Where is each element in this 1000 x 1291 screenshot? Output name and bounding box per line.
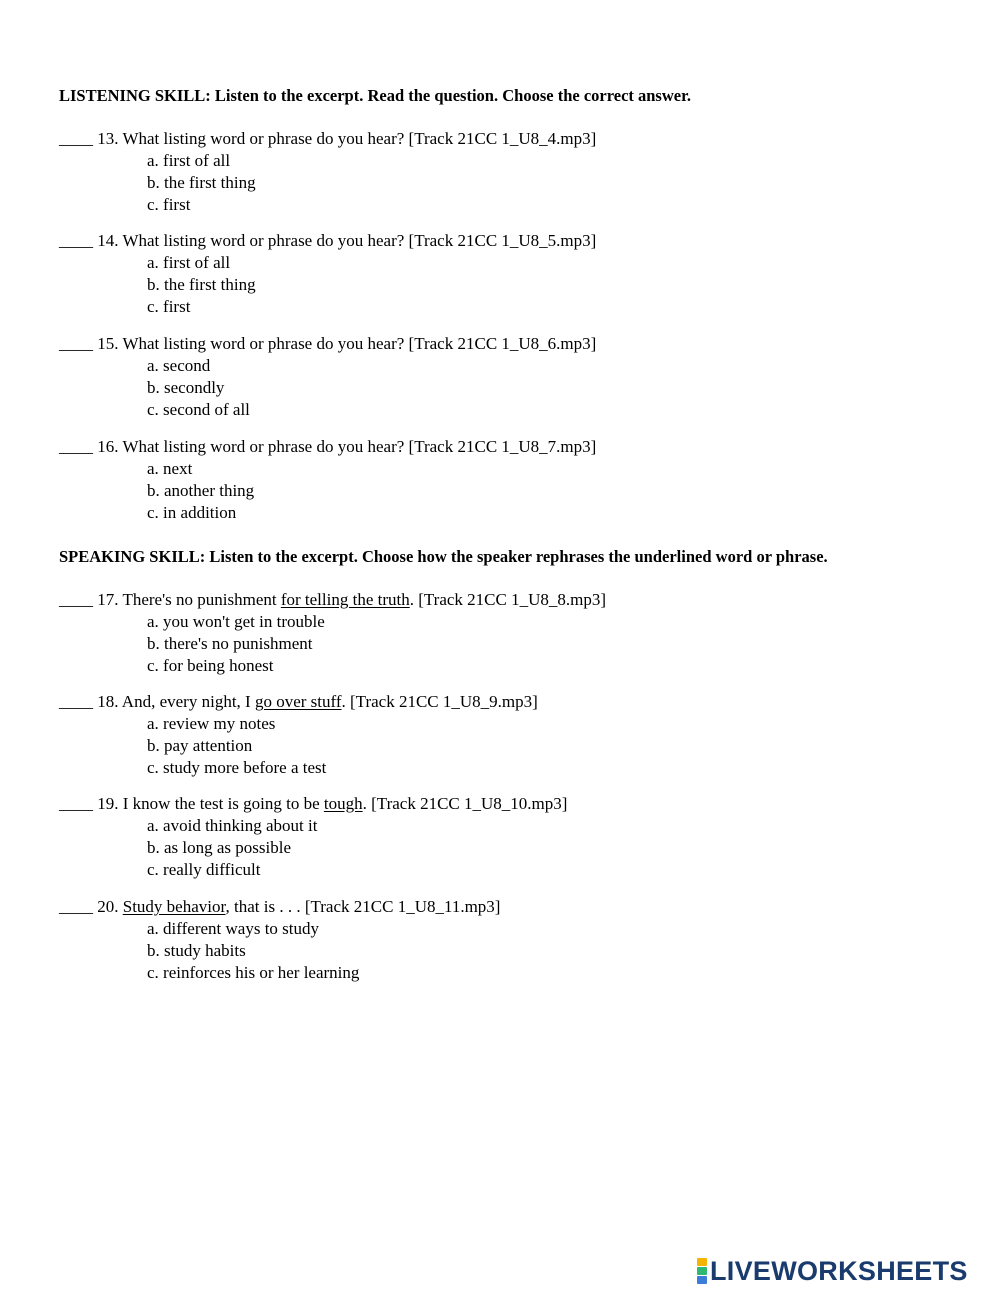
underlined-phrase: tough	[323, 794, 363, 813]
option-c[interactable]	[59, 962, 959, 984]
option-label[interactable]: b. as long as possible	[147, 838, 292, 857]
logo-blocks-icon	[697, 1258, 707, 1284]
option-c[interactable]	[59, 757, 959, 779]
logo-block	[697, 1258, 707, 1266]
option-a[interactable]	[59, 458, 959, 480]
logo-text: LIVEWORKSHEETS	[710, 1255, 968, 1286]
question-19	[59, 793, 959, 881]
answer-blank[interactable]: ____	[59, 334, 93, 353]
option-a[interactable]	[59, 252, 959, 274]
stem-text: 15. What listing word or phrase do you hear? [Track 21CC 1_U8_6.mp3]	[93, 334, 597, 353]
option-label[interactable]: c. reinforces his or her learning	[147, 963, 360, 982]
logo-block	[697, 1267, 707, 1275]
option-label[interactable]: c. first	[147, 195, 191, 214]
stem-text: 19. I know the test is going to be	[93, 794, 324, 813]
option-a[interactable]	[59, 815, 959, 837]
question-18	[59, 691, 959, 779]
option-label[interactable]: c. first	[147, 297, 191, 316]
question-stem	[59, 230, 959, 252]
option-label[interactable]: a. first of all	[147, 151, 231, 170]
stem-text-end: . [Track 21CC 1_U8_10.mp3]	[362, 794, 568, 813]
option-a[interactable]	[59, 713, 959, 735]
option-label[interactable]: b. secondly	[147, 378, 225, 397]
question-15	[59, 333, 959, 421]
option-label[interactable]: a. avoid thinking about it	[147, 816, 318, 835]
stem-text: 14. What listing word or phrase do you hear? [Track 21CC 1_U8_5.mp3]	[93, 231, 597, 250]
option-label[interactable]: b. there's no punishment	[147, 634, 313, 653]
option-a[interactable]	[59, 150, 959, 172]
answer-blank[interactable]: ____	[59, 897, 93, 916]
option-a[interactable]	[59, 355, 959, 377]
answer-blank[interactable]: ____	[59, 129, 93, 148]
logo-block	[697, 1276, 707, 1284]
question-14	[59, 230, 959, 318]
option-c[interactable]	[59, 859, 959, 881]
answer-blank[interactable]: ____	[59, 692, 93, 711]
option-c[interactable]	[59, 194, 959, 216]
option-label[interactable]: a. first of all	[147, 253, 231, 272]
option-label[interactable]: b. another thing	[147, 481, 255, 500]
question-stem	[59, 333, 959, 355]
option-label[interactable]: c. in addition	[147, 503, 237, 522]
question-16	[59, 436, 959, 524]
option-label[interactable]: c. second of all	[147, 400, 250, 419]
listening-heading: LISTENING SKILL: Listen to the excerpt. Read the question. Choose the correct answer.	[59, 86, 692, 105]
option-label[interactable]: a. you won't get in trouble	[147, 612, 325, 631]
option-b[interactable]	[59, 274, 959, 296]
option-label[interactable]: b. the first thing	[147, 173, 256, 192]
option-a[interactable]	[59, 611, 959, 633]
stem-text-end: . [Track 21CC 1_U8_9.mp3]	[341, 692, 538, 711]
answer-blank[interactable]: ____	[59, 590, 93, 609]
question-stem	[59, 691, 959, 713]
option-b[interactable]	[59, 377, 959, 399]
question-stem	[59, 793, 959, 815]
option-label[interactable]: a. second	[147, 356, 211, 375]
option-c[interactable]	[59, 655, 959, 677]
underlined-phrase: for telling the truth	[280, 590, 410, 609]
option-label[interactable]: a. review my notes	[147, 714, 276, 733]
question-20	[59, 896, 959, 984]
question-13	[59, 128, 959, 216]
option-a[interactable]	[59, 918, 959, 940]
option-c[interactable]	[59, 502, 959, 524]
question-stem	[59, 128, 959, 150]
liveworksheets-logo	[697, 1256, 968, 1286]
question-17	[59, 589, 959, 677]
answer-blank[interactable]: ____	[59, 794, 93, 813]
option-label[interactable]: c. for being honest	[147, 656, 274, 675]
option-b[interactable]	[59, 480, 959, 502]
stem-text: 17. There's no punishment	[93, 590, 281, 609]
underlined-phrase: Study behavior	[122, 897, 226, 916]
option-label[interactable]: c. study more before a test	[147, 758, 327, 777]
underlined-phrase: go over stuff	[254, 692, 342, 711]
option-b[interactable]	[59, 940, 959, 962]
stem-text-end: . [Track 21CC 1_U8_8.mp3]	[409, 590, 607, 609]
option-b[interactable]	[59, 633, 959, 655]
question-stem	[59, 589, 959, 611]
option-b[interactable]	[59, 172, 959, 194]
option-label[interactable]: c. really difficult	[147, 860, 261, 879]
option-c[interactable]	[59, 399, 959, 421]
option-b[interactable]	[59, 735, 959, 757]
question-stem	[59, 896, 959, 918]
stem-text: 16. What listing word or phrase do you hear? [Track 21CC 1_U8_7.mp3]	[93, 437, 597, 456]
stem-text: 18. And, every night, I	[93, 692, 255, 711]
speaking-heading: SPEAKING SKILL: Listen to the excerpt. Choose how the speaker rephrases the underlined word or phrase.	[59, 547, 828, 566]
stem-text: 20.	[93, 897, 123, 916]
option-label[interactable]: b. pay attention	[147, 736, 253, 755]
option-b[interactable]	[59, 837, 959, 859]
answer-blank[interactable]: ____	[59, 231, 93, 250]
option-label[interactable]: a. next	[147, 459, 193, 478]
question-stem	[59, 436, 959, 458]
answer-blank[interactable]: ____	[59, 437, 93, 456]
stem-text: 13. What listing word or phrase do you hear? [Track 21CC 1_U8_4.mp3]	[93, 129, 597, 148]
option-c[interactable]	[59, 296, 959, 318]
option-label[interactable]: a. different ways to study	[147, 919, 320, 938]
option-label[interactable]: b. the first thing	[147, 275, 256, 294]
stem-text-end: , that is . . . [Track 21CC 1_U8_11.mp3]	[225, 897, 501, 916]
option-label[interactable]: b. study habits	[147, 941, 246, 960]
